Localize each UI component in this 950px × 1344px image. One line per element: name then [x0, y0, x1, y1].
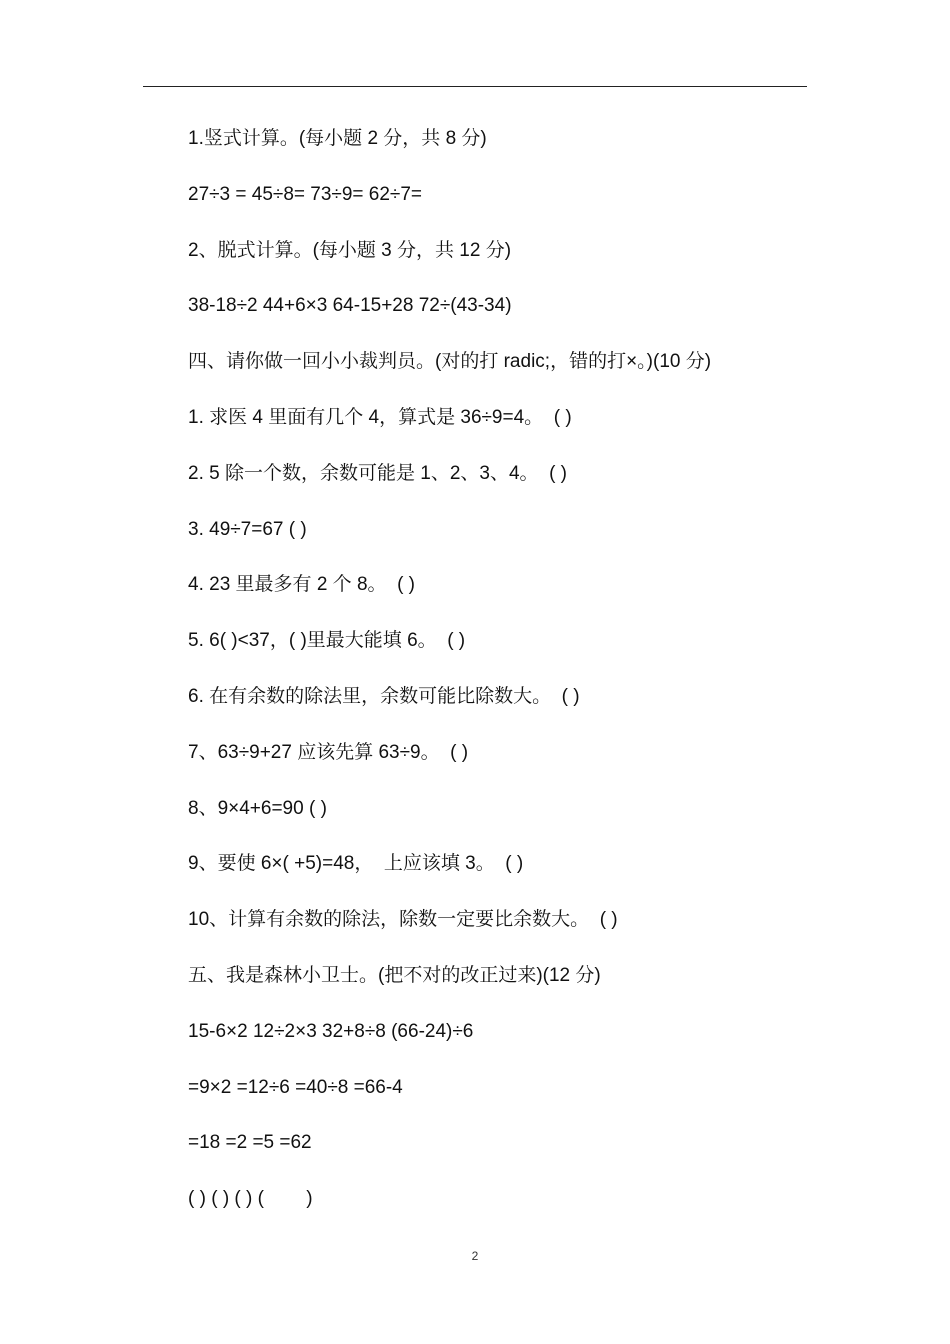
judge-item-3: 3. 49÷7=67 ( )	[188, 518, 307, 540]
judge-item-7: 7、63÷9+27 应该先算 63÷9。 ( )	[188, 741, 469, 763]
section-heading-judge: 四、请你做一回小小裁判员。(对的打 radic;，错的打×。)(10 分)	[188, 351, 712, 373]
page-number: 2	[471, 1249, 479, 1263]
judge-item-5: 5. 6( )<37，( )里最大能填 6。 ( )	[188, 630, 466, 652]
section-heading-vertical-calc: 1.竖式计算。(每小题 2 分，共 8 分)	[188, 128, 487, 149]
section-heading-step-calc: 2、脱式计算。(每小题 3 分，共 12 分)	[188, 239, 512, 261]
judge-item-1: 1. 求医 4 里面有几个 4，算式是 36÷9=4。 ( )	[188, 406, 572, 428]
judge-item-4: 4. 23 里最多有 2 个 8。 ( )	[188, 574, 415, 596]
step-calc-problems: 38-18÷2 44+6×3 64-15+28 72÷(43-34)	[188, 295, 512, 317]
document-body	[188, 124, 888, 1240]
judge-item-8: 8、9×4+6=90 ( )	[188, 797, 327, 819]
header-rule	[143, 86, 807, 87]
correct-step-2: =18 =2 =5 =62	[188, 1132, 312, 1154]
correct-step-1: =9×2 =12÷6 =40÷8 =66-4	[188, 1076, 403, 1098]
correct-answer-blanks: ( ) ( ) ( ) ( )	[188, 1188, 313, 1210]
judge-item-10: 10、计算有余数的除法，除数一定要比余数大。 ( )	[188, 909, 618, 931]
judge-item-6: 6. 在有余数的除法里，余数可能比除数大。 ( )	[188, 685, 580, 707]
section-heading-correct: 五、我是森林小卫士。(把不对的改正过来)(12 分)	[188, 964, 601, 986]
judge-item-2: 2. 5 除一个数，余数可能是 1、2、3、4。 ( )	[188, 462, 568, 484]
vertical-calc-problems: 27÷3 = 45÷8= 73÷9= 62÷7=	[188, 183, 423, 205]
correct-expressions: 15-6×2 12÷2×3 32+8÷8 (66-24)÷6	[188, 1020, 474, 1042]
judge-item-9: 9、要使 6×( +5)=48， 上应该填 3。 ( )	[188, 853, 524, 875]
